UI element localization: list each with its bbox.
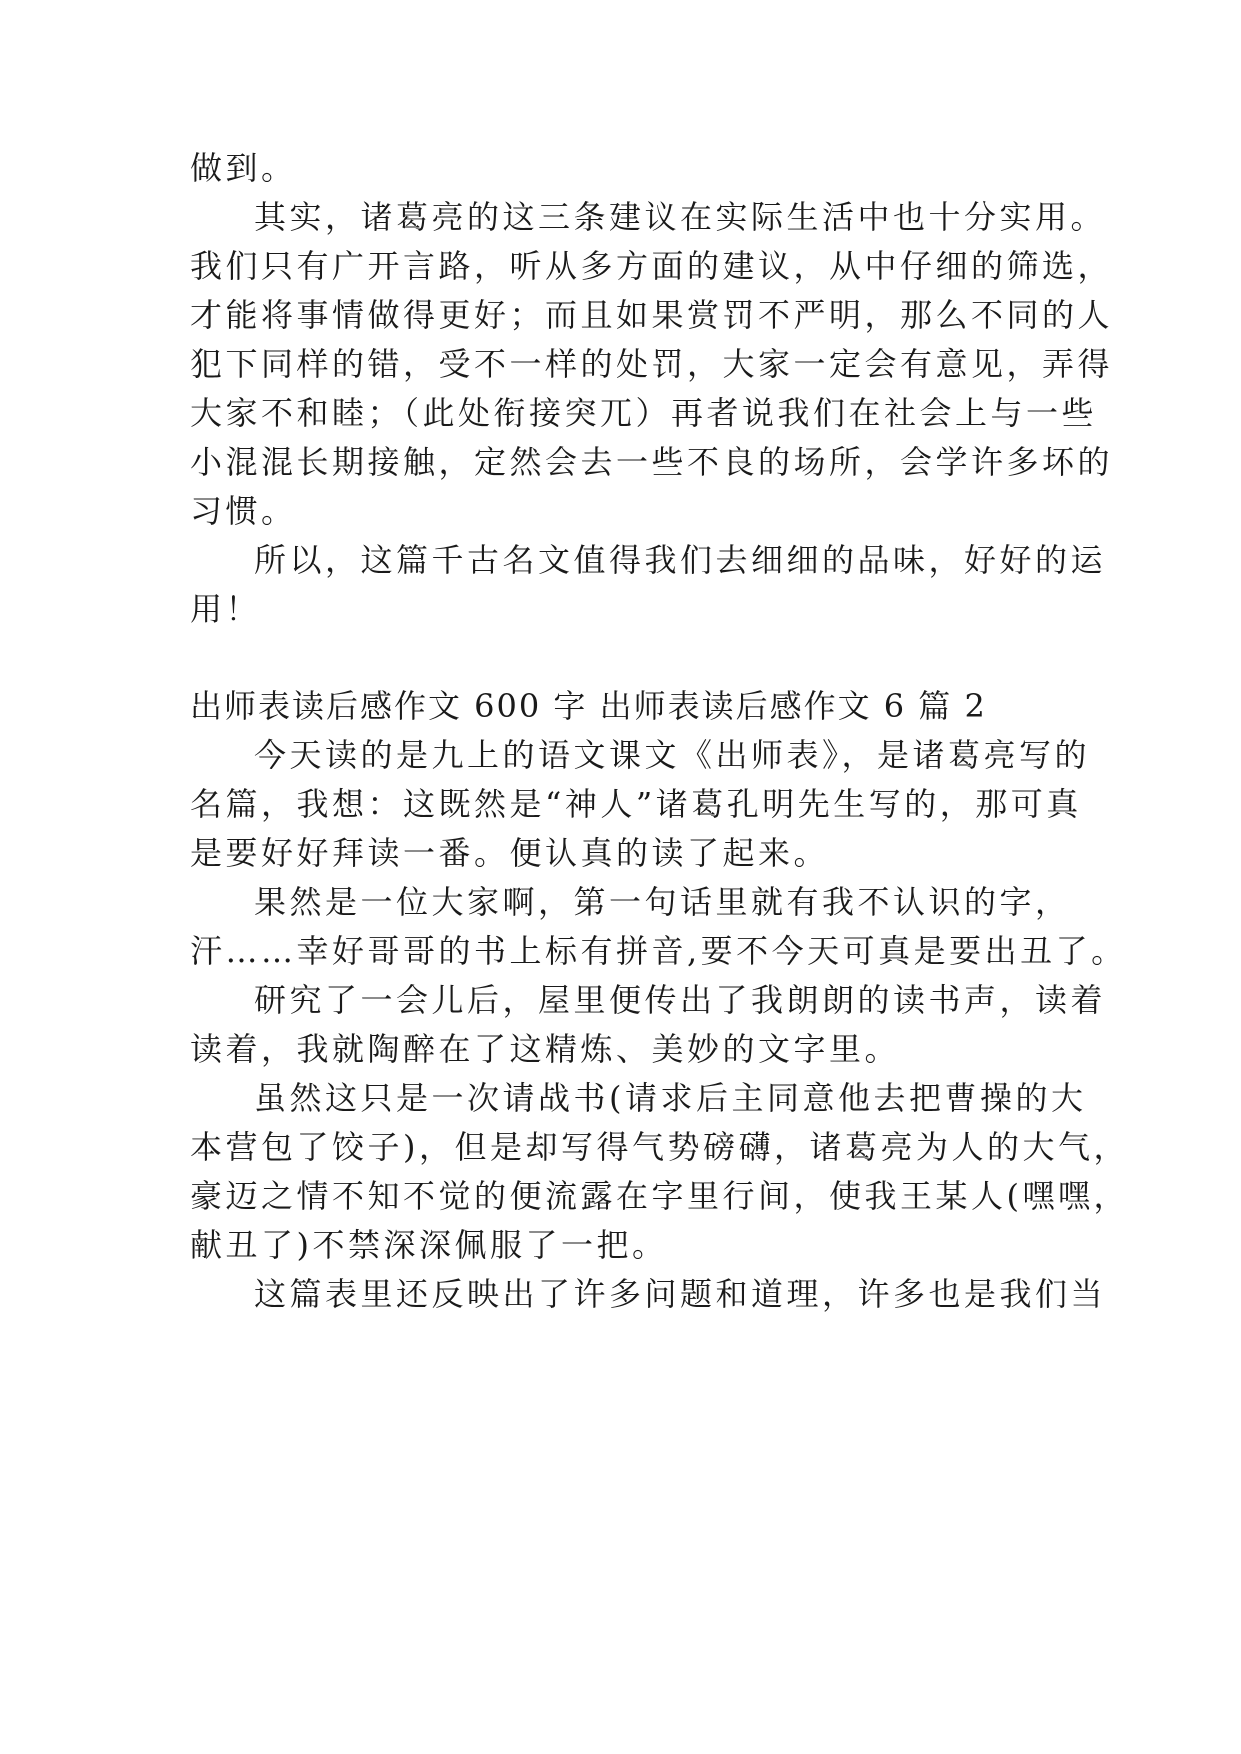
text-line: 犯下同样的错，受不一样的处罚，大家一定会有意见，弄得 — [190, 345, 1114, 383]
text-line: 才能将事情做得更好；而且如果赏罚不严明，那么不同的人 — [190, 296, 1114, 334]
text-line: 果然是一位大家啊，第一句话里就有我不认识的字， — [254, 883, 1071, 921]
text-line: 读着，我就陶醉在了这精炼、美妙的文字里。 — [190, 1030, 901, 1068]
section-heading: 出师表读后感作文 600 字 出师表读后感作文 6 篇 2 — [190, 687, 987, 725]
text-line: 大家不和睦；（此处衔接突兀）再者说我们在社会上与一些 — [190, 394, 1098, 432]
text-line: 其实，诸葛亮的这三条建议在实际生活中也十分实用。 — [254, 198, 1107, 236]
text-line: 用！ — [190, 590, 262, 628]
text-line: 研究了一会儿后，屋里便传出了我朗朗的读书声，读着 — [254, 981, 1107, 1019]
text-line: 我们只有广开言路，听从多方面的建议，从中仔细的筛选， — [190, 247, 1114, 285]
text-line: 是要好好拜读一番。便认真的读了起来。 — [190, 834, 830, 872]
text-line: 名篇，我想：这既然是“神人”诸葛孔明先生写的，那可真 — [190, 785, 1082, 823]
text-line: 所以，这篇千古名文值得我们去细细的品味，好好的运 — [254, 541, 1107, 579]
text-line: 做到。 — [190, 149, 297, 187]
text-line: 汗……幸好哥哥的书上标有拼音,要不今天可真是要出丑了。 — [190, 932, 1127, 970]
text-line: 这篇表里还反映出了许多问题和道理，许多也是我们当 — [254, 1275, 1107, 1313]
text-line: 豪迈之情不知不觉的便流露在字里行间，使我王某人(嘿嘿， — [190, 1177, 1129, 1215]
text-line: 虽然这只是一次请战书(请求后主同意他去把曹操的大 — [254, 1079, 1087, 1117]
text-line: 习惯。 — [190, 492, 297, 530]
text-line: 小混混长期接触，定然会去一些不良的场所，会学许多坏的 — [190, 443, 1114, 481]
text-line: 今天读的是九上的语文课文《出师表》，是诸葛亮写的 — [254, 736, 1091, 774]
text-line: 献丑了)不禁深深佩服了一把。 — [190, 1226, 668, 1264]
text-line: 本营包了饺子)，但是却写得气势磅礴，诸葛亮为人的大气， — [190, 1128, 1129, 1166]
